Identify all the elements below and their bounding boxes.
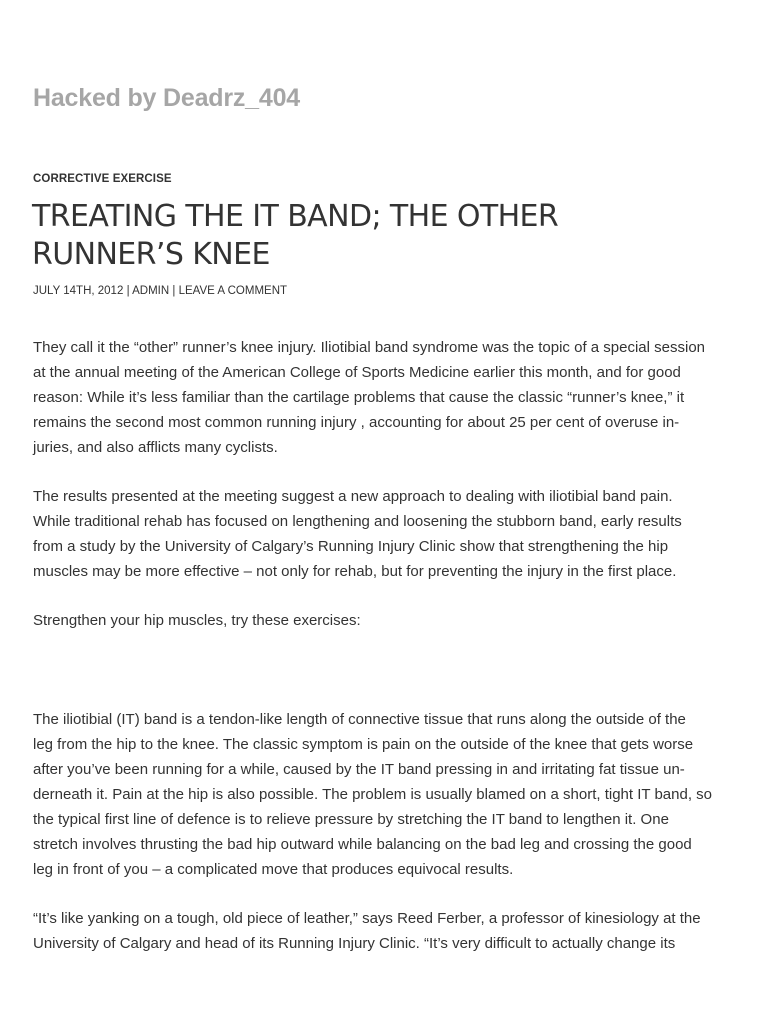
text-line: juries, and also afflicts many cyclists. xyxy=(33,439,278,456)
author-link[interactable]: ADMIN xyxy=(132,285,170,297)
post-title xyxy=(32,198,732,274)
text-line: muscles may be more effective – not only for rehab, but for preventing the injury in the first place. xyxy=(33,563,677,580)
text-line: “It’s like yanking on a tough, old piece of leather,” says Reed Ferber, a professor of kinesiology at the xyxy=(33,910,701,927)
paragraph-results xyxy=(33,484,738,584)
post-date-link[interactable]: JULY 14TH, 2012 xyxy=(33,285,124,297)
paragraph-quote xyxy=(33,906,738,956)
text-line: They call it the “other” runner’s knee injury. Iliotibial band syndrome was the topic of a special session xyxy=(33,339,706,356)
text-line: stretch involves thrusting the bad hip outward while balancing on the bad leg and crossing the good xyxy=(33,836,692,853)
meta-separator: | xyxy=(126,285,130,297)
post-content xyxy=(33,335,738,980)
text-line: leg from the hip to the knee. The classic symptom is pain on the outside of the knee that gets worse xyxy=(33,736,694,753)
text-line: While traditional rehab has focused on lengthening and loosening the stubborn band, early results xyxy=(33,513,682,530)
post-title-line: TREATING THE IT BAND; THE OTHER xyxy=(32,199,559,234)
category-link[interactable]: CORRECTIVE EXERCISE xyxy=(33,173,172,185)
paragraph-intro xyxy=(33,335,738,460)
paragraph-exercises-intro xyxy=(33,608,738,633)
text-line: at the annual meeting of the American College of Sports Medicine earlier this month, and for good xyxy=(33,364,681,381)
text-line: derneath it. Pain at the hip is also possible. The problem is usually blamed on a short, tight IT band, so xyxy=(33,786,713,803)
post-meta xyxy=(33,285,287,297)
post-title-line: RUNNER’S KNEE xyxy=(32,237,270,272)
text-line: The results presented at the meeting suggest a new approach to dealing with iliotibial band pain. xyxy=(33,488,673,505)
text-line: after you’ve been running for a while, caused by the IT band pressing in and irritating fat tissue un- xyxy=(33,761,685,778)
text-line: The iliotibial (IT) band is a tendon-like length of connective tissue that runs along the outside of the xyxy=(33,711,686,728)
site-title-link[interactable]: Hacked by Deadrz_404 xyxy=(33,84,300,112)
meta-separator: | xyxy=(172,285,176,297)
paragraph-it-band xyxy=(33,707,738,882)
text-line: leg in front of you – a complicated move that produces equivocal results. xyxy=(33,861,514,878)
text-line: remains the second most common running injury , accounting for about 25 per cent of overuse in- xyxy=(33,414,680,431)
text-line: University of Calgary and head of its Running Injury Clinic. “It’s very difficult to actually change its xyxy=(33,935,676,952)
leave-comment-link[interactable]: LEAVE A COMMENT xyxy=(178,285,288,297)
text-line: the typical first line of defence is to relieve pressure by stretching the IT band to lengthen it. One xyxy=(33,811,669,828)
text-line: reason: While it’s less familiar than the cartilage problems that cause the classic “runner’s knee,” it xyxy=(33,389,685,406)
text-line: Strengthen your hip muscles, try these exercises: xyxy=(33,612,361,629)
text-line: from a study by the University of Calgary’s Running Injury Clinic show that strengthening the hip xyxy=(33,538,669,555)
